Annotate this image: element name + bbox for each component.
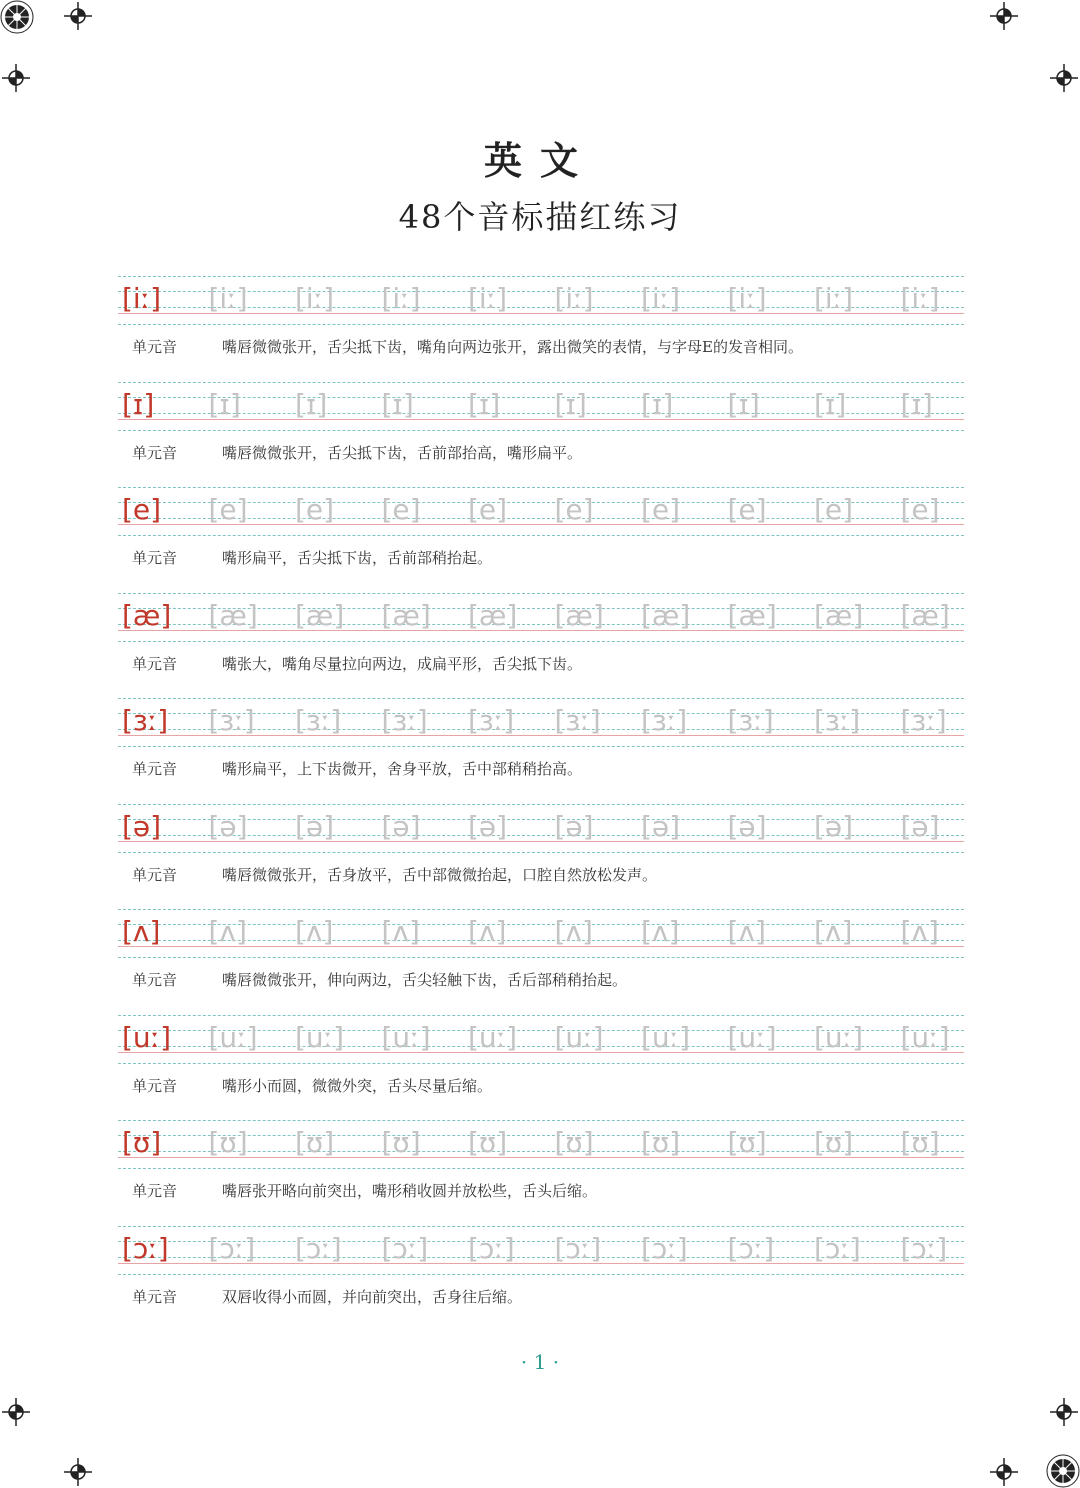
trace-symbol[interactable]: [ə]	[641, 809, 681, 843]
guide-line	[118, 852, 964, 853]
trace-symbol[interactable]: [ɜː]	[468, 704, 515, 737]
trace-symbol[interactable]: [e]	[468, 493, 508, 526]
model-symbol: [ɔː]	[122, 1231, 169, 1265]
trace-symbol[interactable]: [ɔː]	[468, 1231, 515, 1265]
trace-symbol[interactable]: [ə]	[468, 809, 508, 843]
page-number: · 1 ·	[520, 1350, 560, 1374]
model-symbol: [uː]	[122, 1020, 172, 1054]
trace-symbol[interactable]: [ʊ]	[468, 1126, 508, 1159]
guide-line	[118, 1274, 964, 1275]
trace-symbol[interactable]: [ɜː]	[814, 704, 861, 737]
trace-symbol[interactable]: [ɔː]	[641, 1231, 688, 1265]
trace-symbol[interactable]: [ɜː]	[554, 704, 601, 737]
trace-symbol[interactable]: [ɜː]	[641, 704, 688, 737]
trace-symbol[interactable]: [ə]	[208, 809, 248, 843]
trace-symbol[interactable]: [ə]	[900, 809, 940, 843]
vowel-category-label: 单元音	[132, 443, 178, 462]
trace-symbol[interactable]: [ɪ]	[208, 387, 241, 421]
guide-line	[118, 324, 964, 325]
trace-symbol[interactable]: [ʌ]	[727, 915, 766, 948]
vowel-category-label: 单元音	[132, 971, 178, 989]
guide-line	[118, 430, 964, 431]
page-title: 英文	[483, 138, 596, 183]
trace-symbol[interactable]: [iː]	[381, 282, 421, 315]
trace-symbol[interactable]: [ʌ]	[208, 915, 247, 948]
trace-symbol[interactable]: [ə]	[381, 809, 421, 843]
guide-line	[118, 1015, 964, 1016]
model-symbol: [ɜː]	[122, 704, 169, 737]
vowel-category-label: 单元音	[132, 1287, 178, 1306]
vowel-category-label: 单元音	[132, 865, 178, 884]
practice-row	[118, 487, 964, 592]
trace-symbol[interactable]: [iː]	[900, 282, 940, 315]
trace-symbol[interactable]: [e]	[295, 493, 335, 526]
practice-row	[118, 1015, 964, 1120]
trace-symbol[interactable]: [uː]	[381, 1020, 431, 1054]
guide-line	[118, 382, 964, 383]
trace-symbol[interactable]: [ɪ]	[814, 387, 847, 421]
trace-symbol[interactable]: [ʊ]	[727, 1126, 767, 1159]
trace-symbol[interactable]: [uː]	[641, 1020, 691, 1054]
trace-symbol[interactable]: [ʌ]	[900, 915, 939, 948]
trace-symbol[interactable]: [ʌ]	[381, 915, 420, 948]
vowel-category-label: 单元音	[132, 760, 178, 778]
trace-symbol[interactable]: [ɔː]	[814, 1231, 861, 1265]
trace-symbol[interactable]: [æ]	[468, 598, 518, 632]
guide-line	[118, 535, 964, 536]
model-symbol: [æ]	[122, 598, 172, 632]
trace-symbol[interactable]: [e]	[641, 493, 681, 526]
vowel-category-label: 单元音	[132, 338, 178, 356]
model-symbol: [ʊ]	[122, 1126, 162, 1159]
guide-line	[118, 593, 964, 594]
page-subtitle: 48个音标描红练习	[398, 198, 682, 236]
guide-line	[118, 1168, 964, 1169]
sunburst-icon	[0, 0, 34, 34]
registration-mark-icon	[2, 64, 30, 92]
trace-symbol[interactable]: [ʊ]	[295, 1126, 335, 1159]
trace-symbol[interactable]: [æ]	[727, 598, 777, 632]
trace-symbol[interactable]: [ʊ]	[900, 1126, 940, 1159]
guide-line	[118, 276, 964, 277]
trace-symbol[interactable]: [ə]	[814, 809, 854, 843]
pronunciation-description: 嘴张大，嘴角尽量拉向两边，成扁平形，舌尖抵下齿。	[222, 654, 583, 673]
trace-symbol[interactable]: [ɪ]	[641, 387, 674, 421]
guide-line	[118, 487, 964, 488]
trace-symbol[interactable]: [iː]	[468, 282, 508, 315]
practice-row	[118, 276, 964, 381]
trace-symbol[interactable]: [e]	[900, 493, 940, 526]
trace-symbol[interactable]: [ʌ]	[554, 915, 593, 948]
trace-symbol[interactable]: [iː]	[727, 282, 767, 315]
practice-row	[118, 804, 964, 909]
trace-symbol[interactable]: [ʊ]	[208, 1126, 248, 1159]
trace-symbol[interactable]: [uː]	[208, 1020, 258, 1054]
trace-symbol[interactable]: [ɔː]	[295, 1231, 342, 1265]
trace-symbol[interactable]: [e]	[814, 493, 854, 526]
trace-symbol[interactable]: [ʌ]	[468, 915, 507, 948]
registration-mark-icon	[64, 2, 92, 30]
trace-symbol[interactable]: [ɔː]	[554, 1231, 602, 1265]
guide-line	[118, 1226, 964, 1227]
practice-row	[118, 382, 964, 487]
trace-symbol[interactable]: [uː]	[554, 1020, 604, 1054]
pronunciation-description: 嘴唇微微张开，舌身放平，舌中部微微抬起，口腔自然放松发声。	[222, 865, 658, 884]
trace-symbol[interactable]: [ʌ]	[295, 915, 334, 948]
model-symbol: [ʌ]	[122, 915, 161, 948]
vowel-category-label: 单元音	[132, 549, 178, 567]
registration-mark-icon	[64, 1458, 92, 1486]
practice-row	[118, 1226, 964, 1331]
registration-mark-icon	[1050, 1398, 1078, 1426]
trace-symbol[interactable]: [iː]	[554, 282, 594, 315]
trace-symbol[interactable]: [ɪ]	[727, 387, 760, 421]
pronunciation-description: 嘴形小而圆，微微外突，舌头尽量后缩。	[222, 1076, 493, 1095]
trace-symbol[interactable]: [uː]	[900, 1020, 950, 1054]
registration-mark-icon	[2, 1398, 30, 1426]
trace-symbol[interactable]: [ə]	[295, 809, 335, 843]
registration-mark-icon	[990, 1458, 1018, 1486]
practice-row	[118, 909, 964, 1014]
guide-line	[118, 1120, 964, 1121]
model-symbol: [ɪ]	[122, 387, 155, 421]
trace-symbol[interactable]: [ɔː]	[900, 1231, 948, 1265]
trace-symbol[interactable]: [ʌ]	[814, 915, 853, 948]
trace-symbol[interactable]: [iː]	[814, 282, 854, 315]
trace-symbol[interactable]: [ɔː]	[727, 1231, 775, 1265]
trace-symbol[interactable]: [ʊ]	[641, 1126, 681, 1159]
pronunciation-description: 嘴唇微微张开，舌尖抵下齿，舌前部抬高，嘴形扁平。	[222, 443, 583, 462]
trace-symbol[interactable]: [iː]	[641, 282, 681, 315]
trace-symbol[interactable]: [ə]	[554, 809, 594, 843]
trace-symbol[interactable]: [ɪ]	[554, 387, 587, 421]
trace-symbol[interactable]: [ɔː]	[381, 1231, 429, 1265]
trace-symbol[interactable]: [uː]	[468, 1020, 518, 1054]
trace-symbol[interactable]: [ʊ]	[554, 1126, 594, 1159]
trace-symbol[interactable]: [ɪ]	[381, 387, 414, 421]
trace-symbol[interactable]: [uː]	[727, 1020, 777, 1054]
trace-symbol[interactable]: [ɪ]	[900, 387, 933, 421]
vowel-category-label: 单元音	[132, 1076, 178, 1095]
trace-symbol[interactable]: [iː]	[295, 282, 335, 315]
vowel-category-label: 单元音	[132, 654, 178, 673]
trace-symbol[interactable]: [ɜː]	[727, 704, 774, 737]
pronunciation-description: 嘴形扁平，舌尖抵下齿，舌前部稍抬起。	[222, 549, 493, 567]
pronunciation-description: 嘴唇微微张开，伸向两边，舌尖轻触下齿，舌后部稍稍抬起。	[222, 971, 628, 989]
vowel-category-label: 单元音	[132, 1182, 178, 1200]
trace-symbol[interactable]: [æ]	[554, 598, 604, 632]
practice-row	[118, 698, 964, 803]
trace-symbol[interactable]: [iː]	[208, 282, 248, 315]
trace-symbol[interactable]: [ɜː]	[900, 704, 947, 737]
guide-line	[118, 746, 964, 747]
trace-symbol[interactable]: [uː]	[814, 1020, 864, 1054]
trace-symbol[interactable]: [ɜː]	[208, 704, 255, 737]
model-symbol: [iː]	[122, 282, 162, 315]
practice-row	[118, 593, 964, 698]
trace-symbol[interactable]: [e]	[727, 493, 767, 526]
trace-symbol[interactable]: [æ]	[208, 598, 258, 632]
trace-symbol[interactable]: [ɜː]	[295, 704, 342, 737]
trace-symbol[interactable]: [æ]	[641, 598, 691, 632]
guide-line	[118, 1063, 964, 1064]
pronunciation-description: 嘴形扁平，上下齿微开，舍身平放，舌中部稍稍抬高。	[222, 760, 583, 778]
guide-line	[118, 698, 964, 699]
trace-symbol[interactable]: [ɜː]	[381, 704, 428, 737]
trace-symbol[interactable]: [ɔː]	[208, 1231, 256, 1265]
trace-symbol[interactable]: [æ]	[814, 598, 864, 632]
trace-symbol[interactable]: [æ]	[295, 598, 345, 632]
trace-symbol[interactable]: [e]	[208, 493, 248, 526]
trace-symbol[interactable]: [æ]	[900, 598, 950, 632]
model-symbol: [e]	[122, 493, 162, 526]
pronunciation-description: 双唇收得小而圆，并向前突出，舌身往后缩。	[222, 1287, 523, 1306]
practice-row	[118, 1120, 964, 1225]
trace-symbol[interactable]: [ʌ]	[641, 915, 680, 948]
pronunciation-description: 嘴唇张开略向前突出，嘴形稍收圆并放松些，舌头后缩。	[222, 1182, 598, 1200]
registration-mark-icon	[1050, 64, 1078, 92]
trace-symbol[interactable]: [e]	[554, 493, 594, 526]
trace-symbol[interactable]: [æ]	[381, 598, 431, 632]
trace-symbol[interactable]: [ə]	[727, 809, 767, 843]
pronunciation-description: 嘴唇微微张开，舌尖抵下齿，嘴角向两边张开，露出微笑的表情，与字母E的发音相同。	[222, 338, 803, 356]
guide-line	[118, 804, 964, 805]
guide-line	[118, 957, 964, 958]
registration-mark-icon	[990, 2, 1018, 30]
trace-symbol[interactable]: [uː]	[295, 1020, 345, 1054]
model-symbol: [ə]	[122, 809, 162, 843]
trace-symbol[interactable]: [ɪ]	[295, 387, 328, 421]
trace-symbol[interactable]: [ʊ]	[381, 1126, 421, 1159]
guide-line	[118, 909, 964, 910]
trace-symbol[interactable]: [ʊ]	[814, 1126, 854, 1159]
trace-symbol[interactable]: [ɪ]	[468, 387, 501, 421]
guide-line	[118, 641, 964, 642]
sunburst-icon	[1046, 1454, 1080, 1488]
trace-symbol[interactable]: [e]	[381, 493, 421, 526]
